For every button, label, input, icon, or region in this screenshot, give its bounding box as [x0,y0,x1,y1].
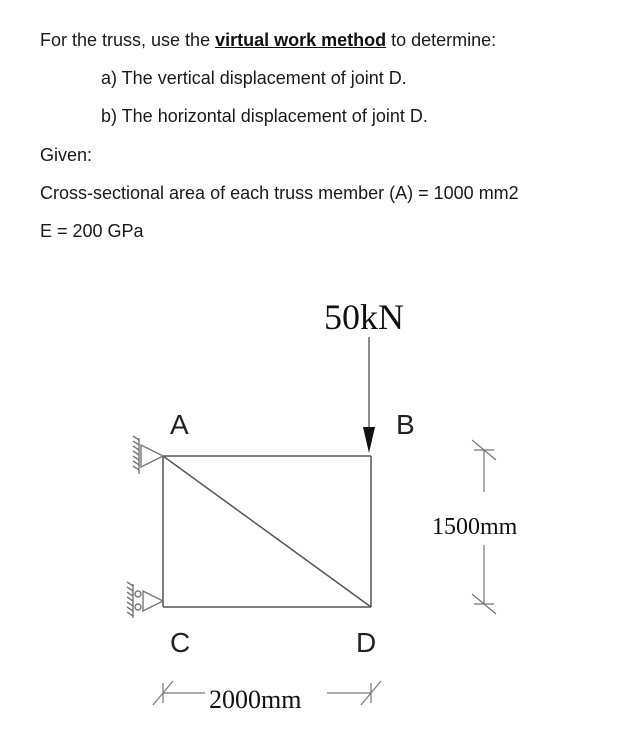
member-ad [163,456,371,607]
part-b: b) The horizontal displacement of joint D. [101,106,428,126]
area-statement: Cross-sectional area of each truss member (A) = 1000 mm2 [40,183,519,203]
roller-support-c [127,582,163,618]
given-heading: Given: [40,145,93,165]
load-arrow [363,337,375,453]
joint-d-label: D [356,627,377,658]
virtual-work-method-emphasis: virtual work method [215,30,387,50]
intro-text: For the truss, use the [40,30,216,50]
joint-b-label: B [396,409,415,440]
part-a: a) The vertical displacement of joint D. [101,68,407,88]
pin-support-a [133,436,163,474]
load-label: 50kN [324,297,404,337]
joint-a-label: A [170,409,189,440]
modulus-statement: E = 200 GPa [40,221,144,241]
height-dimension-label: 1500mm [432,514,518,540]
load-arrowhead [363,427,375,453]
width-dimension-label: 2000mm [209,685,302,714]
intro-text-end: to determine: [386,30,497,50]
joint-c-label: C [170,627,191,658]
